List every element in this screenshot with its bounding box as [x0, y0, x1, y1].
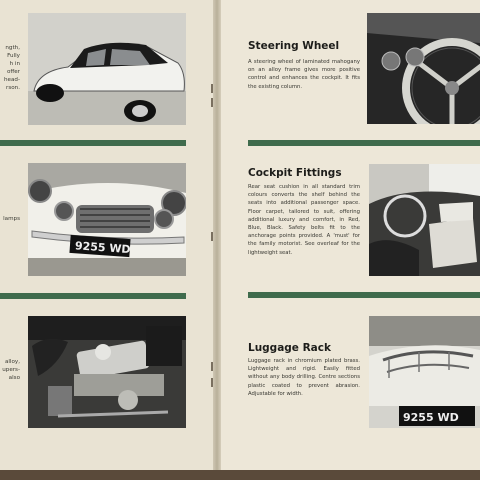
- binding-stitch: [211, 378, 219, 387]
- body-cockpit-fittings: Rear seat cushion in all standard trim colours converts the shelf behind the seats into additional passenger space. Floor carpet, tailored to suit, offering additional luxury and comfort, in Red, Blue, Black. Safety belts fit to the anchorage points provided. A 'must' for the family motorist. See overleaf for the lightweight seat.: [248, 184, 360, 256]
- section-divider: [0, 140, 186, 146]
- body-steering-wheel: A steering wheel of laminated mahogany on an alloy frame gives more positive control and enhances the cockpit. It fits the existing column.: [248, 59, 360, 90]
- photo-steering-wheel: [367, 13, 480, 124]
- left-text-fragment-1: ngth, Fully h in offer head- rson.: [4, 45, 20, 91]
- section-divider: [0, 293, 186, 299]
- photo-cockpit: [369, 164, 480, 276]
- photo-front-lamps: [28, 163, 186, 276]
- photo-engine: [28, 316, 186, 428]
- table-surface: [0, 470, 480, 480]
- photo-hardtop: [28, 13, 186, 125]
- binding-stitch: [211, 362, 219, 371]
- left-text-fragment-2: lamps: [3, 216, 20, 222]
- left-text-fragment-3: alloy, upers- also: [2, 359, 20, 381]
- binding-stitch: [211, 84, 219, 93]
- photo-luggage-rack: [369, 316, 480, 428]
- section-divider: [248, 140, 480, 146]
- body-luggage-rack: Luggage rack in chromium plated brass. Lightweight and rigid. Easily fitted without any body drilling. Centre sections plastic coated to prevent abrasion. Adjustable for width.: [248, 358, 360, 397]
- rear-plate-text: 9255 WD: [403, 411, 459, 424]
- binding-stitch: [211, 232, 219, 241]
- heading-luggage-rack: Luggage Rack: [248, 342, 331, 354]
- front-plate-text: 9255 WD: [74, 239, 131, 257]
- section-divider: [248, 292, 480, 298]
- heading-cockpit-fittings: Cockpit Fittings: [248, 167, 342, 179]
- heading-steering-wheel: Steering Wheel: [248, 40, 340, 52]
- binding-stitch: [211, 98, 219, 107]
